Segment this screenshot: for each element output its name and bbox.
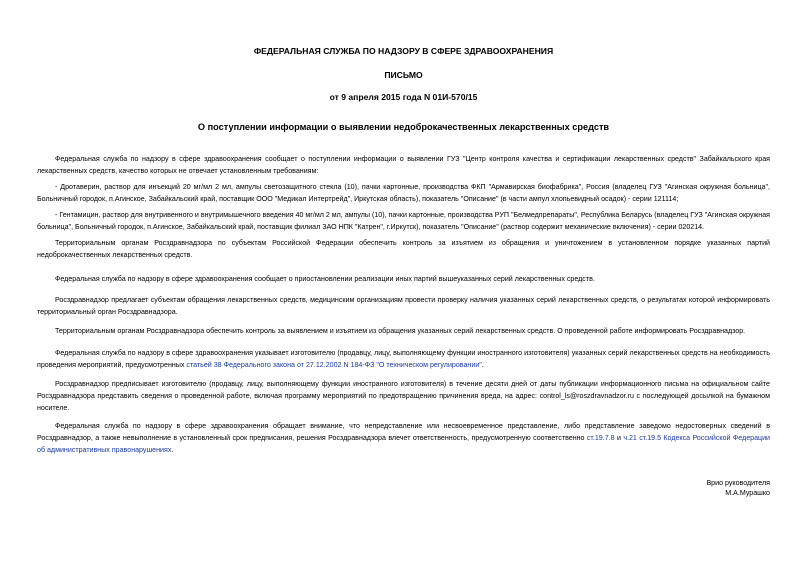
paragraph-drotaverin: - Дротаверин, раствор для инъекций 20 мг/мл 2 мл, ампулы светозащитного стекла (10), пачки картонные, производства ФКП "Армавирская биофабрика", Россия (владелец ГУЗ "Агинская окружная больница", Больничный городок, п.Агинское, Забайкальский край, поставщик ООО "Медикал Интертрейд", Иркутская область), показатель "Описание" (в части ампул хлопьевидный осадок) - серии 121114; [37, 183, 770, 203]
paragraph-gentamicin: - Гентамицин, раствор для внутривенного и внутримышечного введения 40 мг/мл 2 мл, ампулы (10), пачки картонные, производства РУП "Белмедпрепараты", Республика Беларусь (владелец ГУЗ "Агинская окружная больница", Больничный городок, п.Агинское, Забайкальский край, поставщик филиал ЗАО НПК "Катрен", г.Иркутск), показатель "Описание" (раствор содержит механические включения) - серии 020214. [37, 211, 770, 231]
article-19-5-koap-link[interactable]: ч.21 ст.19.5 Кодекса Российской Федерации об административных правонарушениях [37, 434, 771, 454]
paragraph-10 [37, 420, 770, 456]
document-type: ПИСЬМО [384, 70, 423, 80]
paragraph-8-end: . [481, 361, 484, 369]
paragraph-10-and: и [614, 434, 624, 442]
paragraph-1: Федеральная служба по надзору в сфере здравоохранения сообщает о поступлении информации о выявлении ГУЗ "Центр контроля качества и сертификации лекарственных средств" Забайкальского края лекарственных средств, качество которых не отвечает установленным требованиям: [37, 155, 770, 175]
signatory-name: М.А.Мурашко [725, 489, 770, 497]
paragraph-5: Федеральная служба по надзору в сфере здравоохранения сообщает о приостановлении реализации иных партий вышеуказанных серий лекарственных средств. [55, 275, 595, 283]
document-date-number: от 9 апреля 2015 года N 01И-570/15 [329, 92, 478, 102]
paragraph-8 [37, 347, 770, 371]
paragraph-7: Территориальным органам Росздравнадзора обеспечить контроль за выявлением и изъятием из обращения указанных серий лекарственных средств. О проведенной работе информировать Росздравнадзор. [55, 327, 746, 335]
paragraph-10-end: . [171, 446, 174, 454]
paragraph-9: Росздравнадзор предписывает изготовителю (продавцу, лицу, выполняющему функции иностранного изготовителя) в течение десяти дней от даты публикации информационного письма на официальном сайте Росздравнадзора представить сведения о проведенной работе, включая программу мероприятий по предотвращению причинения вреда, на адрес: control_ls@roszdravnadzor.ru с последующей досылкой на бумажном носителе. [37, 380, 770, 412]
agency-title: ФЕДЕРАЛЬНАЯ СЛУЖБА ПО НАДЗОРУ В СФЕРЕ ЗДРАВООХРАНЕНИЯ [253, 46, 554, 56]
law-184-fz-link[interactable]: статьей 38 Федерального закона от 27.12.2002 N 184-ФЗ "О техническом регулировании" [186, 361, 482, 369]
paragraph-10-text: Федеральная служба по надзору в сфере здравоохранения обращает внимание, что непредставление или несвоевременное представление, либо представление заведомо недостоверных сведений в Росздравнадзор, а также невыполнение в установленный срок предписания, решения Росздравнадзора влечет ответственность, предусмотренную соответственно [37, 422, 770, 442]
document-subject: О поступлении информации о выявлении недоброкачественных лекарственных средств [197, 122, 610, 132]
paragraph-4: Территориальным органам Росздравнадзора по субъектам Российской Федерации обеспечить контроль за изъятием из обращения и уничтожением в установленном порядке указанных партий недоброкачественных лекарственных средств. [37, 239, 770, 259]
article-19-7-8-link[interactable]: ст.19.7.8 [586, 434, 615, 442]
paragraph-8-text: Федеральная служба по надзору в сфере здравоохранения указывает изготовителю (продавцу, лицу, выполняющему функции иностранного изготовителя) указанных серий лекарственных средств на необходимость проведения мероприятий, предусмотренных [37, 349, 770, 369]
paragraph-6: Росздравнадзор предлагает субъектам обращения лекарственных средств, медицинским организациям провести проверку наличия указанных серий лекарственных средств, о результатах которой информировать территориальный орган Росздравнадзора. [37, 296, 770, 316]
signatory-position: Врио руководителя [706, 479, 770, 487]
signature-block [570, 478, 770, 498]
